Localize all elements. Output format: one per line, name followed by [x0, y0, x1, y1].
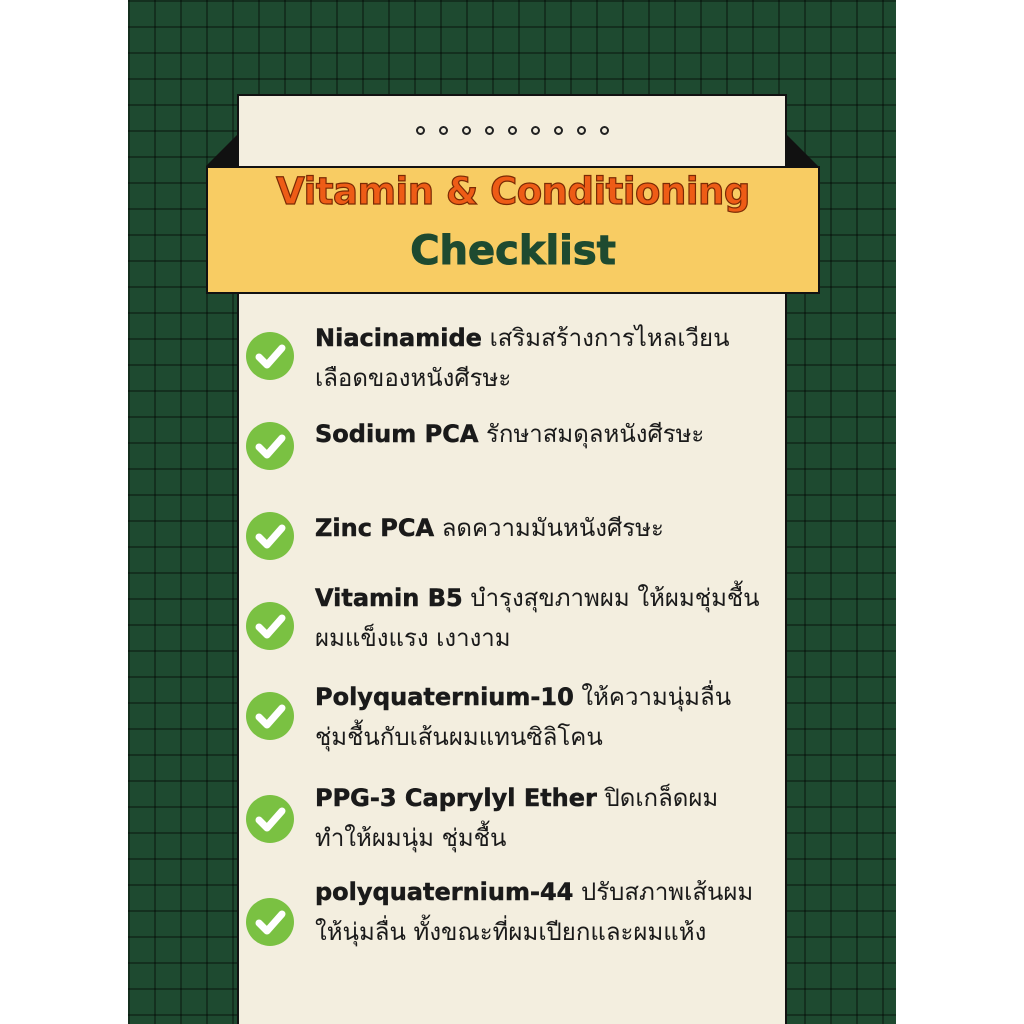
banner-fold-right	[785, 133, 818, 166]
banner-title: Vitamin & Conditioning	[276, 170, 750, 213]
check-circle-icon	[246, 422, 294, 470]
ingredient-name: Vitamin B5	[315, 584, 463, 612]
check-circle-icon	[246, 795, 294, 843]
binder-ring-icon	[577, 126, 586, 135]
ingredient-description: รักษาสมดุลหนังศีรษะ	[478, 420, 705, 448]
ingredient-description: เสริมสร้างการไหลเวียนเลือดของหนังศีรษะ	[315, 324, 730, 392]
check-circle-icon	[246, 512, 294, 560]
binder-ring-icon	[600, 126, 609, 135]
ingredient-name: polyquaternium-44	[315, 878, 574, 906]
binder-ring-icon	[554, 126, 563, 135]
binder-rings	[128, 126, 896, 135]
poster-background	[128, 0, 896, 1024]
binder-ring-icon	[531, 126, 540, 135]
ingredient-name: Sodium PCA	[315, 420, 479, 448]
ingredient-description: ให้ความนุ่มลื่น ชุ่มชื้นกับเส้นผมแทนซิลิโคน	[315, 683, 732, 751]
ingredient-description: ลดความมันหนังศีรษะ	[434, 514, 664, 542]
check-circle-icon	[246, 602, 294, 650]
ingredient-name: Zinc PCA	[315, 514, 435, 542]
binder-ring-icon	[439, 126, 448, 135]
ingredient-name: Polyquaternium-10	[315, 683, 574, 711]
binder-ring-icon	[462, 126, 471, 135]
ingredient-description: บำรุงสุขภาพผม ให้ผมชุ่มชื้น ผมแข็งแรง เงางาม	[315, 584, 760, 652]
check-circle-icon	[246, 898, 294, 946]
check-circle-icon	[246, 692, 294, 740]
check-circle-icon	[246, 332, 294, 380]
ingredient-name: Niacinamide	[315, 324, 482, 352]
ingredient-description: ปิดเกล็ดผม ทำให้ผมนุ่ม ชุ่มชื้น	[315, 784, 719, 852]
title-banner	[206, 166, 820, 294]
banner-subtitle: Checklist	[410, 228, 616, 274]
binder-ring-icon	[416, 126, 425, 135]
banner-fold-left	[206, 133, 239, 166]
binder-ring-icon	[508, 126, 517, 135]
binder-ring-icon	[485, 126, 494, 135]
ingredient-name: PPG-3 Caprylyl Ether	[315, 784, 597, 812]
ingredient-description: ปรับสภาพเส้นผมให้นุ่มลื่น ทั้งขณะที่ผมเปียกและผมแห้ง	[315, 878, 754, 946]
